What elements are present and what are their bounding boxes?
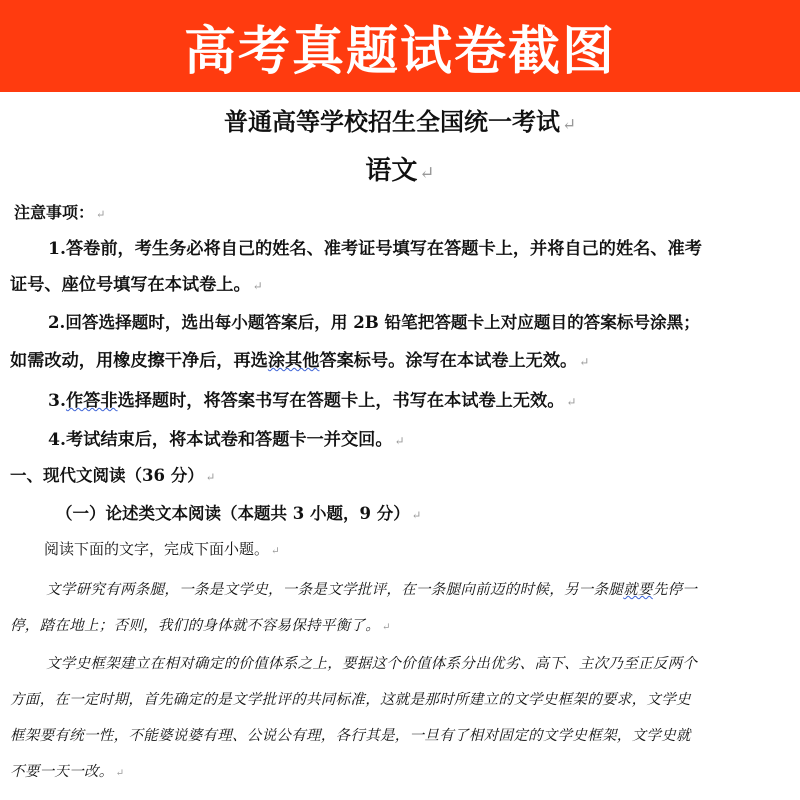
paragraph-mark-icon: ↵: [271, 545, 280, 557]
passage-p1-line-2: 停，踏在地上；否则，我们的身体就不容易保持平衡了。 ↵: [10, 618, 391, 634]
paragraph-mark-icon: ↵: [566, 395, 577, 409]
paragraph-mark-icon: ↵: [394, 434, 405, 448]
note-item-2-line-1: 2.回答选择题时，选出每小题答案后，用 2B 铅笔把答题卡上对应题目的答案标号涂黑；: [48, 312, 700, 332]
paragraph-mark-icon: ↵: [382, 622, 391, 633]
passage-p2-line-2: 方面，在一定时期，首先确定的是文学批评的共同标准，这就是那时所建立的文学史框架的要求，文学史: [10, 692, 691, 708]
spellcheck-squiggle: 涂其他: [267, 351, 320, 371]
section-heading: 一、现代文阅读（36 分） ↵: [10, 466, 216, 485]
spellcheck-squiggle: 作答非: [65, 391, 118, 411]
paragraph-mark-icon: ↵: [96, 208, 106, 221]
paragraph-mark-icon: ↵: [411, 508, 422, 522]
note-item-1-line-2: 证号、座位号填写在本试卷上。 ↵: [10, 275, 263, 295]
paragraph-mark-icon: ↵: [115, 768, 125, 779]
passage-p1-line-1: 文学研究有两条腿，一条是文学史，一条是文学批评，在一条腿向前迈的时候，另一条腿就要先停一: [46, 582, 698, 598]
subsection-heading: （一）论述类文本阅读（本题共 3 小题，9 分） ↵: [56, 504, 422, 523]
banner: [0, 0, 800, 92]
paragraph-mark-icon: ↵: [561, 114, 577, 134]
note-item-2-line-2: 如需改动，用橡皮擦干净后，再选涂其他答案标号。涂写在本试卷上无效。 ↵: [10, 351, 590, 371]
paragraph-mark-icon: ↵: [419, 163, 435, 184]
exam-document: [0, 92, 800, 800]
passage-p2-line-3: 框架要有统一性，不能婆说婆有理、公说公有理，各行其是，一旦有了相对固定的文学史框架，文学史就: [10, 728, 691, 744]
paragraph-mark-icon: ↵: [252, 279, 263, 293]
note-item-1-line-1: 1.答卷前，考生务必将自己的姓名、准考证号填写在答题卡上，并将自己的姓名、准考: [48, 239, 702, 259]
paragraph-mark-icon: ↵: [205, 470, 216, 484]
passage-p2-line-1: 文学史框架建立在相对确定的价值体系之上，要据这个价值体系分出优劣、高下、主次乃至正反两个: [46, 656, 698, 672]
banner-title: 高考真题试卷截图: [183, 21, 616, 82]
passage-p2-line-4: 不要一天一改。 ↵: [10, 764, 125, 780]
notes-heading: 注意事项： ↵: [14, 203, 106, 222]
reading-instruction: 阅读下面的文字，完成下面小题。 ↵: [44, 540, 280, 558]
note-item-4: 4.考试结束后，将本试卷和答题卡一并交回。 ↵: [48, 430, 405, 450]
subject-title: 语文 ↵: [365, 156, 435, 186]
paragraph-mark-icon: ↵: [579, 355, 590, 369]
spellcheck-squiggle: 就要: [623, 582, 653, 598]
note-item-3: 3.作答非选择题时，将答案书写在答题卡上，书写在本试卷上无效。 ↵: [48, 391, 577, 411]
exam-title: 普通高等学校招生全国统一考试 ↵: [223, 107, 577, 136]
